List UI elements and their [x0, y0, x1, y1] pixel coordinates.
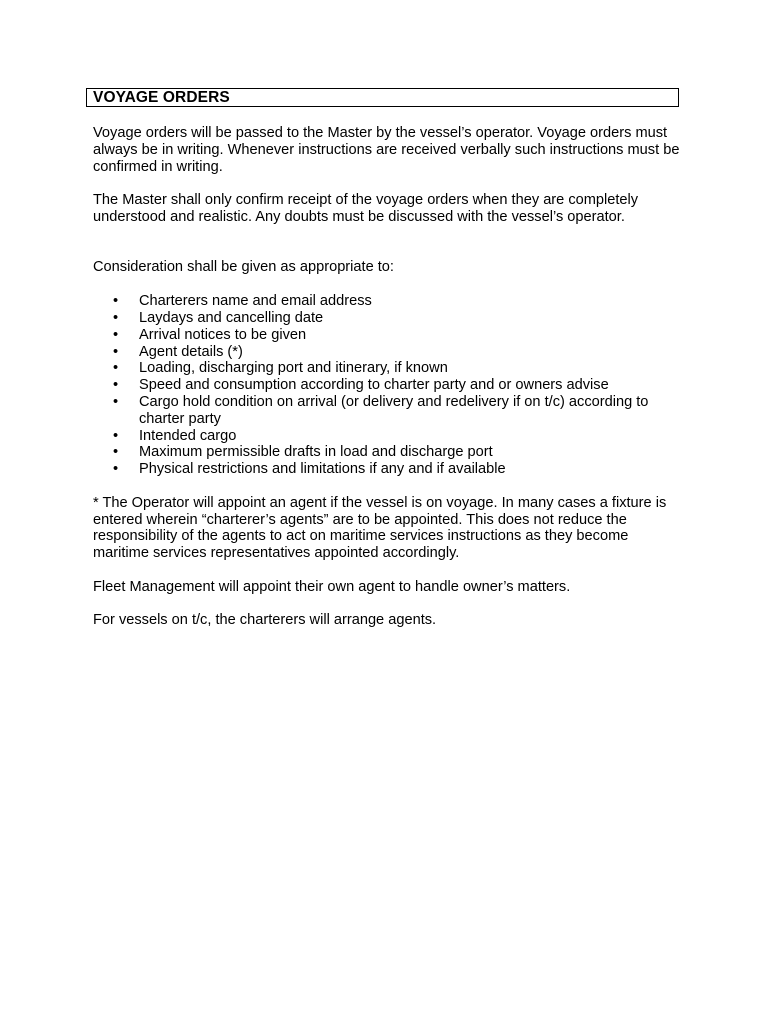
- list-item: [93, 394, 683, 428]
- bullet-icon: •: [113, 360, 119, 377]
- paragraph-fleet-management: Fleet Management will appoint their own agent to handle owner’s matters.: [93, 578, 571, 595]
- list-item-text: Cargo hold condition on arrival (or delivery and redelivery if on t/c) according to charter party: [139, 393, 649, 427]
- paragraph-voyage-orders-intro: Voyage orders will be passed to the Master by the vessel’s operator. Voyage orders must always be in writing. Whenever instructions are received verbally such instructions must be confirmed in writing.: [93, 125, 680, 175]
- paragraph-operator-footnote: * The Operator will appoint an agent if the vessel is on voyage. In many cases a fixture is entered wherein “charterer’s agents” are to be appointed. This does not reduce the responsibility of the agents to act on maritime services instructions as they become maritime services representatives appointed accordingly.: [93, 494, 667, 562]
- bullet-icon: •: [113, 343, 119, 360]
- bullet-icon: •: [113, 393, 119, 410]
- list-item: [93, 444, 683, 461]
- paragraph-consideration-lead: Consideration shall be given as appropriate to:: [93, 259, 394, 276]
- list-item: [93, 377, 683, 394]
- paragraph-tc-agents: For vessels on t/c, the charterers will arrange agents.: [93, 612, 437, 629]
- list-item-text: Agent details (*): [139, 343, 243, 360]
- paragraph-master-confirmation: The Master shall only confirm receipt of the voyage orders when they are completely understood and realistic. Any doubts must be discussed with the vessel’s operator.: [93, 192, 639, 225]
- list-item-text: Physical restrictions and limitations if any and if available: [139, 461, 506, 478]
- bullet-icon: •: [113, 377, 119, 394]
- list-item: [93, 360, 683, 377]
- list-item-text: Maximum permissible drafts in load and discharge port: [139, 444, 493, 461]
- list-item-text: Charterers name and email address: [139, 293, 372, 310]
- list-item: [93, 327, 683, 344]
- consideration-list: [93, 293, 683, 478]
- document-body: [93, 125, 683, 629]
- list-item: [93, 310, 683, 327]
- list-item: [93, 293, 683, 310]
- bullet-icon: •: [113, 427, 119, 444]
- bullet-icon: •: [113, 461, 119, 478]
- bullet-icon: •: [113, 444, 119, 461]
- section-heading-box: [86, 88, 679, 107]
- section-heading: VOYAGE ORDERS: [93, 89, 230, 106]
- list-item-text: Loading, discharging port and itinerary, if known: [139, 360, 448, 377]
- bullet-icon: •: [113, 326, 119, 343]
- list-item-text: Laydays and cancelling date: [139, 309, 324, 326]
- list-item-text: Speed and consumption according to charter party and or owners advise: [139, 377, 609, 394]
- list-item: [93, 428, 683, 445]
- list-item: [93, 461, 683, 478]
- bullet-icon: •: [113, 309, 119, 326]
- list-item-text: Arrival notices to be given: [139, 326, 307, 343]
- bullet-icon: •: [113, 293, 119, 310]
- list-item-text: Intended cargo: [139, 427, 237, 444]
- list-item: [93, 344, 683, 361]
